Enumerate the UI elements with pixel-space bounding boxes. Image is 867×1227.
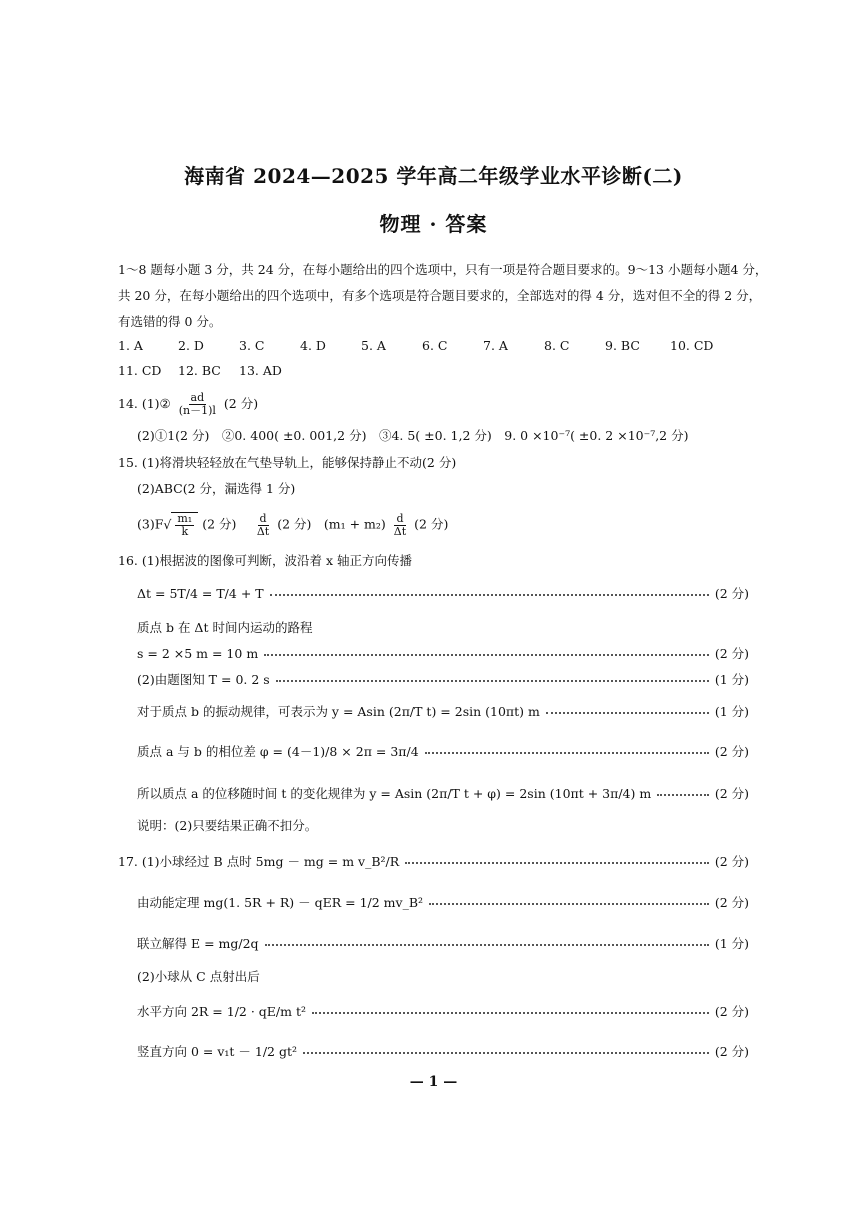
- q17-line-1: 17. (1)小球经过 B 点时 5mg － mg = m v_B²/R (2 分): [118, 854, 749, 869]
- answer-item: 1. A: [118, 338, 143, 353]
- q16-line-5: (2)由题图知 T = 0. 2 s (1 分): [137, 672, 749, 687]
- answer-item: 11. CD: [118, 363, 162, 378]
- q14-fraction: $\frac{ad}{(n-1)l}$: [178, 391, 216, 417]
- q15-line-1: 15. (1)将滑块轻轻放在气垫导轨上，能够保持静止不动(2 分): [118, 455, 457, 470]
- instructions-line-1: 1～8 题每小题 3 分，共 24 分，在每小题给出的四个选项中，只有一项是符合题目要求的。9～13 小题每小题4 分，: [118, 262, 768, 277]
- q16-line-4: s = 2 ×5 m = 10 m (2 分): [137, 645, 749, 661]
- q16-line-3: 质点 b 在 Δt 时间内运动的路程: [137, 620, 313, 635]
- page-title: 海南省 2024—2025 学年高二年级学业水平诊断(二): [184, 164, 683, 188]
- q16-line-8: 所以质点 a 的位移随时间 t 的变化规律为 y = Asin (2π/T t + φ) = 2sin (10πt + 3π/4) m (2 分): [137, 786, 749, 801]
- answer-item: 9. BC: [605, 338, 640, 353]
- q16-line-7: 质点 a 与 b 的相位差 φ = (4－1)/8 × 2π = 3π/4 (2 分): [137, 744, 749, 759]
- answer-item: 3. C: [239, 338, 265, 353]
- answer-item: 12. BC: [178, 363, 221, 378]
- page-subtitle: 物理 · 答案: [379, 212, 488, 236]
- answer-item: 8. C: [544, 338, 570, 353]
- instructions-line-2: 共 20 分，在每小题给出的四个选项中，有多个选项是符合题目要求的，全部选对的得 4 分，选对但不全的得 2 分，: [118, 288, 762, 303]
- q15-line-3: (3)F√ $\frac{\text{m₁}}{k}$ (2 分) $\frac{d}{\Delta t}$ (2 分) (m₁ + m₂) $\frac{d}{\Delta t}$ (2 分): [137, 511, 449, 538]
- answer-item: 4. D: [300, 338, 326, 353]
- answer-item: 6. C: [422, 338, 448, 353]
- q17-line-3: 联立解得 E = mg/2q (1 分): [137, 936, 749, 951]
- instructions-line-3: 有选错的得 0 分。: [118, 314, 222, 329]
- sqrt-expression: √ $\frac{\text{m₁}}{k}$: [163, 512, 198, 538]
- q14-line-2: (2)①1(2 分) ②0. 400( ±0. 001,2 分) ③4. 5( ±0. 1,2 分) 9. 0 ×10⁻⁷( ±0. 2 ×10⁻⁷,2 分): [137, 428, 689, 443]
- page-number: — 1 —: [409, 1074, 458, 1090]
- q17-line-6: 竖直方向 0 = v₁t － 1/2 gt² (2 分): [137, 1044, 749, 1059]
- q16-line-1: 16. (1)根据波的图像可判断，波沿着 x 轴正方向传播: [118, 553, 413, 568]
- q17-line-5: 水平方向 2R = 1/2 · qE/m t² (2 分): [137, 1004, 749, 1019]
- q17-line-2: 由动能定理 mg(1. 5R + R) － qER = 1/2 mv_B² (2 分): [137, 895, 749, 910]
- answer-item: 10. CD: [670, 338, 714, 353]
- answer-item: 5. A: [361, 338, 386, 353]
- q16-line-6: 对于质点 b 的振动规律，可表示为 y = Asin (2π/T t) = 2sin (10πt) m (1 分): [137, 704, 749, 719]
- q15-line-2: (2)ABC(2 分，漏选得 1 分): [137, 481, 296, 496]
- q16-line-2: Δt = 5T/4 = T/4 + T (2 分): [137, 585, 749, 601]
- answer-item: 7. A: [483, 338, 508, 353]
- answer-item: 13. AD: [239, 363, 282, 378]
- q17-line-4: (2)小球从 C 点射出后: [137, 969, 260, 984]
- q14-line-1: [118, 392, 258, 417]
- q14-score: (2 分): [223, 396, 259, 411]
- q16-note: 说明：(2)只要结果正确不扣分。: [137, 818, 318, 833]
- q14-label: 14. (1)②: [118, 396, 171, 411]
- answer-item: 2. D: [178, 338, 204, 353]
